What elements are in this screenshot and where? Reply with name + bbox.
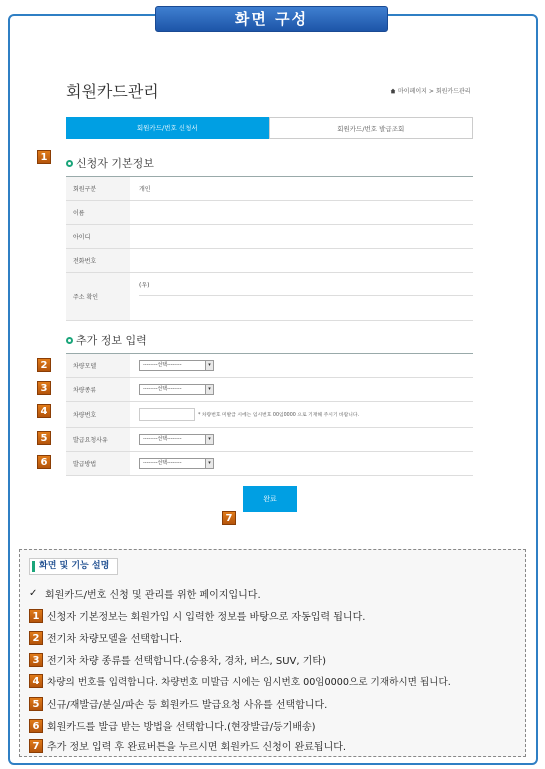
row-label: 발급방법 (66, 452, 130, 475)
name-value (130, 201, 473, 224)
table-row (66, 402, 473, 428)
bullet-circle-icon (66, 160, 73, 167)
badge-4: 4 (29, 674, 43, 688)
table-row (66, 378, 473, 402)
item-text: 전기차 차량 종류를 선택합니다.(승용차, 경차, 버스, SUV, 기타) (47, 656, 326, 667)
chevron-down-icon: ▾ (205, 435, 213, 444)
item-text: 신규/재발급/분실/파손 등 회원카드 발급요청 사유를 선택합니다. (47, 700, 328, 711)
chevron-down-icon: ▾ (205, 459, 213, 468)
row-label: 차량모델 (66, 354, 130, 377)
badge-1: 1 (37, 150, 51, 164)
description-heading: 화면 및 기능 설명 (29, 558, 118, 575)
member-type-value: 개인 (139, 186, 151, 193)
badge-6: 6 (29, 719, 43, 733)
vehicle-type-select[interactable] (139, 384, 214, 395)
badge-3: 3 (37, 381, 51, 395)
postcode-label: (우) (139, 282, 150, 289)
chevron-down-icon: ▾ (205, 361, 213, 370)
check-icon: ✓ (29, 588, 38, 599)
issue-reason-cell (130, 428, 473, 451)
table-row (66, 452, 473, 476)
tab-card-issue-inquiry[interactable]: 회원카드/번호 발급조회 (269, 117, 474, 139)
row-label: 회원구분 (66, 177, 130, 200)
item-text: 전기차 차량모델을 선택합니다. (47, 634, 183, 645)
section-applicant-info-header (66, 155, 154, 171)
badge-7: 7 (222, 511, 236, 525)
table-row (66, 225, 473, 249)
vehicle-model-cell (130, 354, 473, 377)
list-item (29, 696, 327, 711)
row-label: 차량번호 (66, 402, 130, 427)
row-label: 차량종류 (66, 378, 130, 401)
section-title: 추가 정보 입력 (76, 334, 147, 347)
select-value: --------선택-------- (143, 362, 182, 368)
item-text: 신청자 기본정보는 회원가입 시 입력한 정보를 바탕으로 자동입력 됩니다. (47, 612, 366, 623)
table-row (66, 428, 473, 452)
divider (139, 295, 473, 296)
table-row (66, 273, 473, 321)
tab-card-application[interactable]: 회원카드/번호 신청서 (66, 117, 269, 139)
badge-2: 2 (37, 358, 51, 372)
breadcrumb (390, 86, 475, 95)
list-item (29, 630, 182, 645)
row-label: 이름 (66, 201, 130, 224)
issue-method-select[interactable] (139, 458, 214, 469)
table-row (66, 201, 473, 225)
table-row (66, 177, 473, 201)
page-title: 회원카드관리 (66, 82, 159, 101)
item-text: 추가 정보 입력 후 완료버튼을 누르시면 회원카드 신청이 완료됩니다. (47, 742, 347, 753)
breadcrumb-text[interactable]: 마이페이지 > 회원카드관리 (398, 88, 471, 95)
phone-value (130, 249, 473, 272)
chevron-down-icon: ▾ (205, 385, 213, 394)
list-item (29, 738, 346, 753)
vehicle-number-cell (130, 402, 473, 427)
badge-5: 5 (37, 431, 51, 445)
vehicle-type-cell (130, 378, 473, 401)
row-label: 아이디 (66, 225, 130, 248)
badge-6: 6 (37, 455, 51, 469)
section-title: 신청자 기본정보 (76, 157, 154, 170)
badge-2: 2 (29, 631, 43, 645)
description-panel (19, 549, 526, 757)
section-extra-info-header (66, 332, 147, 348)
screen-title: 화면 구성 (155, 6, 388, 32)
bullet-circle-icon (66, 337, 73, 344)
list-item (29, 652, 326, 667)
intro-text: 회원카드/번호 신청 및 관리를 위한 페이지입니다. (45, 590, 261, 601)
row-label: 전화번호 (66, 249, 130, 272)
vehicle-number-input[interactable] (139, 408, 195, 421)
tab-bar (66, 117, 473, 139)
table-row (66, 249, 473, 273)
badge-3: 3 (29, 653, 43, 667)
select-value: --------선택-------- (143, 436, 182, 442)
list-item (29, 718, 316, 733)
select-value: --------선택-------- (143, 460, 182, 466)
home-icon[interactable] (390, 88, 396, 94)
vehicle-number-hint: * 차량번호 미발급 시에는 임시번호 00임0000 으로 기재해 주시기 바랍니다. (198, 413, 360, 418)
row-label: 발급요청사유 (66, 428, 130, 451)
applicant-info-table (66, 176, 473, 321)
description-intro (29, 586, 261, 601)
submit-button[interactable]: 완료 (243, 486, 297, 512)
badge-7: 7 (29, 739, 43, 753)
item-text: 회원카드를 발급 받는 방법을 선택합니다.(현장발급/등기배송) (47, 722, 316, 733)
item-text: 차량의 번호를 입력합니다. 차량번호 미발급 시에는 임시번호 00임0000으로 기재하시면 됩니다. (47, 677, 451, 688)
select-value: --------선택-------- (143, 386, 182, 392)
badge-5: 5 (29, 697, 43, 711)
row-label: 주소 확인 (66, 273, 130, 320)
table-row (66, 354, 473, 378)
badge-1: 1 (29, 609, 43, 623)
vehicle-model-select[interactable] (139, 360, 214, 371)
list-item (29, 674, 451, 688)
extra-info-table (66, 353, 473, 476)
badge-4: 4 (37, 404, 51, 418)
issue-method-cell (130, 452, 473, 475)
address-value (130, 273, 473, 320)
list-item (29, 608, 365, 623)
user-id-value (130, 225, 473, 248)
issue-reason-select[interactable] (139, 434, 214, 445)
